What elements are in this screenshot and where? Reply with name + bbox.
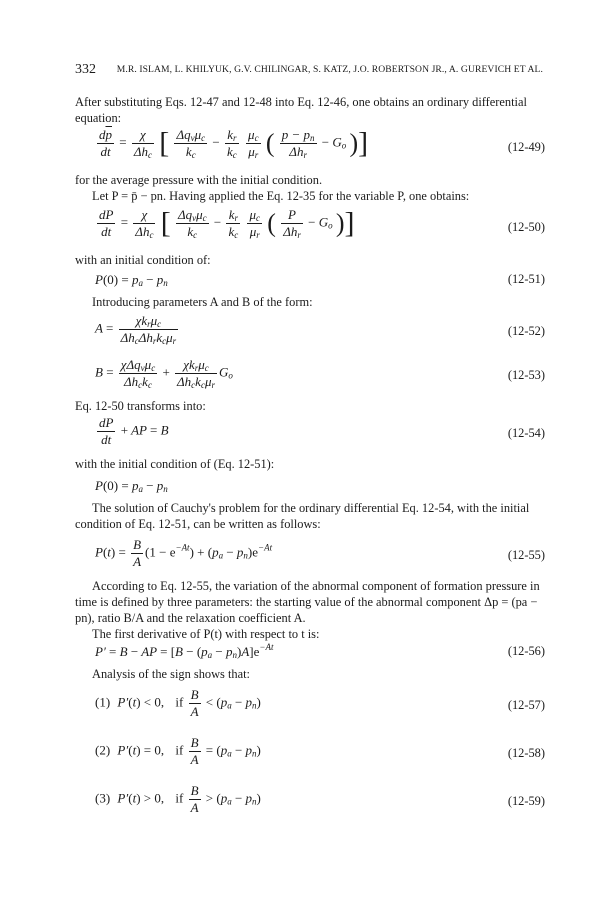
equation-number: (12-57) — [507, 698, 545, 712]
case-label: (2) — [95, 742, 111, 758]
equation-number: (12-49) — [507, 140, 545, 154]
equation-12-58: (2) P′(t) = 0, if $\frac{B}{A}$ = $(p_a - p_n)$ (12-58) — [95, 735, 545, 767]
equation-number: (12-59) — [507, 794, 545, 808]
equation-12-57: (1) P′(t) < 0, if $\frac{B}{A}$ < $(p_a - p_n)$ (12-57) — [95, 687, 545, 719]
equation-number: (12-54) — [507, 426, 545, 440]
equation-12-56: P′ = B − AP = $[B - (p_a - p_n)A]e^{-At}$ (12-56) — [95, 642, 545, 660]
initial-condition-repeat: $P(0) = p_a - p_n$ — [95, 478, 168, 494]
equation-number: (12-55) — [507, 548, 545, 562]
case-label: (1) — [95, 694, 111, 710]
equation-number: (12-51) — [507, 272, 545, 286]
equation-number: (12-53) — [507, 368, 545, 382]
paragraph: According to Eq. 12-55, the variation of the abnormal component of formation pressure in time is defined by three parameters: the starting value of the abnormal component Δp = (pa − pn), ratio B/A and the relaxation coefficient A. — [75, 579, 540, 625]
paragraph: Eq. 12-50 transforms into: — [75, 399, 206, 413]
paragraph: Analysis of the sign shows that: — [92, 667, 250, 681]
equation-12-50: $\frac{dP}{dt}$ = χ $\Delta h_c$ [ $\Delta q_v\mu_c$ $k_c$ − $\frac{k_r}{k_c}$ $\frac{\mu_c}{\mu_r}$ ( P $\Delta h_r$ − $G_o$ )] (12-50) — [99, 206, 545, 240]
paragraph: with the initial condition of (Eq. 12-51): — [75, 457, 275, 471]
equation-number: (12-58) — [507, 746, 545, 760]
paragraph: The solution of Cauchy's problem for the ordinary differential Eq. 12-54, with the initial condition of Eq. 12-51, can be written as follows: — [75, 501, 530, 531]
if-word: if — [175, 790, 184, 806]
running-head — [75, 62, 543, 78]
if-word: if — [175, 742, 184, 758]
equation-number: (12-50) — [507, 220, 545, 234]
equation-12-49: $\frac{d\overline{p}}{dt}$ = χ $\Delta h_c$ [ $\Delta q_v\mu_c$ $k_c$ − $\frac{k_r}{k_c}$ $\frac{\mu_c}{\mu_r}$ ( $p - p_n$ $\Delta h_r$ − $G_o$ )] (12-49) — [99, 126, 545, 160]
equation-12-51: $P(0) = p_a - p_n$ (12-51) — [95, 272, 545, 288]
equation-number: (12-56) — [507, 644, 545, 658]
paragraph: The first derivative of P(t) with respect to t is: — [92, 627, 320, 641]
paragraph: Let P = p̄ − pn. Having applied the Eq. 12-35 for the variable P, one obtains: — [92, 189, 470, 203]
equation-12-53: B = $\chi\Delta q_v\mu_c$ $\Delta h_ck_c$ + $\chi k_r\mu_c$ $\Delta h_ck_c\mu_r$ $G_o$ (12-53) — [95, 357, 545, 390]
paragraph: After substituting Eqs. 12-47 and 12-48 into Eq. 12-46, one obtains an ordinary differential equation: — [75, 95, 527, 125]
equation-12-59: (3) P′(t) > 0, if $\frac{B}{A}$ > $(p_a - p_n)$ (12-59) — [95, 783, 545, 815]
if-word: if — [175, 694, 184, 710]
case-label: (3) — [95, 790, 111, 806]
running-title: M.R. ISLAM, L. KHILYUK, G.V. CHILINGAR, S. KATZ, J.O. ROBERTSON JR., A. GUREVICH ET AL. — [116, 64, 543, 75]
paragraph: with an initial condition of: — [75, 253, 211, 267]
paragraph: for the average pressure with the initial condition. — [75, 173, 323, 187]
paragraph: Introducing parameters A and B of the form: — [92, 295, 313, 309]
page-number: 332 — [75, 62, 96, 77]
equation-12-55: P(t) = $\frac{B}{A}$ $(1 - e^{-At}) + (p_a - p_n)e^{-At}$ (12-55) — [95, 537, 545, 569]
equation-number: (12-52) — [507, 324, 545, 338]
equation-12-54: $\frac{dP}{dt}$ + AP = B (12-54) — [99, 415, 545, 447]
equation-12-52: A = $\chi k_r\mu_c$ $\Delta h_c\Delta h_rk_c\mu_r$ (12-52) — [95, 313, 545, 346]
